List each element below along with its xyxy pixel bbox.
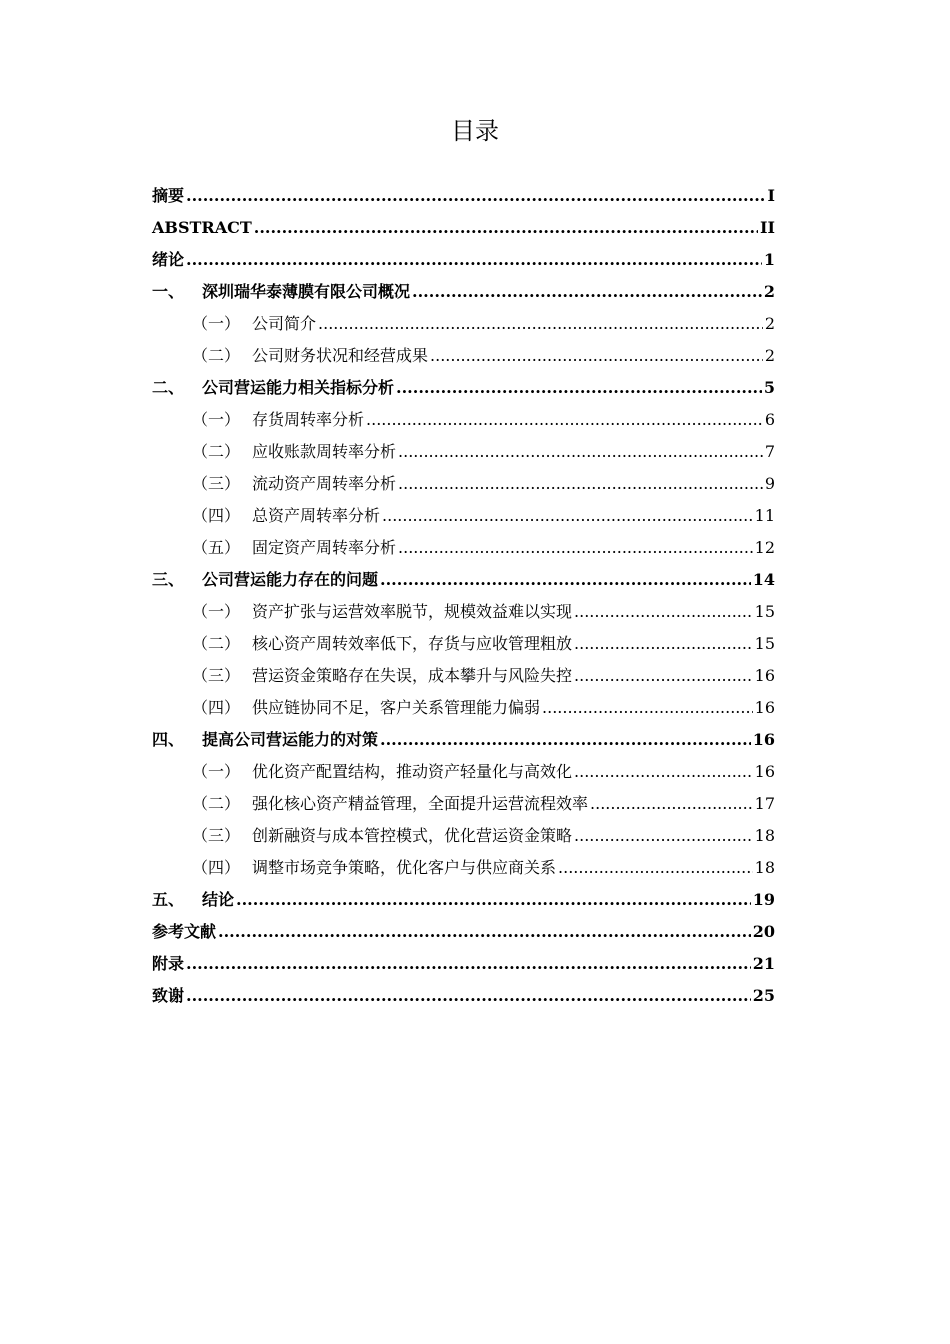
toc-dot-leader [186, 180, 766, 212]
toc-entry-number: （三） [192, 826, 241, 845]
toc-entry[interactable] [152, 340, 775, 372]
toc-dot-leader [398, 468, 763, 500]
toc-dot-leader [186, 244, 762, 276]
toc-dot-leader [574, 596, 753, 628]
toc-dot-leader [398, 436, 763, 468]
toc-entry-number: （一） [192, 602, 241, 621]
page-title: 目录 [451, 117, 499, 145]
toc-entry[interactable] [152, 564, 775, 596]
toc-entry-title: 营运资金策略存在失误，成本攀升与风险失控 [252, 666, 573, 685]
toc-entry[interactable] [152, 948, 775, 980]
toc-entry-title: 公司财务状况和经营成果 [252, 346, 429, 365]
toc-entry-page: 6 [764, 410, 775, 429]
toc-dot-leader [574, 820, 753, 852]
toc-entry-title: 核心资产周转效率低下，存货与应收管理粗放 [252, 634, 573, 653]
toc-entry[interactable] [152, 660, 775, 692]
toc-dot-leader [186, 948, 751, 980]
toc-entry[interactable] [152, 244, 775, 276]
toc-dot-leader [412, 276, 762, 308]
toc-entry-page: 1 [763, 250, 775, 269]
toc-dot-leader [558, 852, 753, 884]
toc-entry-title: 提高公司营运能力的对策 [202, 730, 379, 749]
toc-entry-title: 绪论 [152, 250, 185, 269]
toc-entry-title: 参考文献 [152, 922, 217, 941]
toc-entry[interactable] [152, 692, 775, 724]
toc-entry-page: 9 [764, 474, 775, 493]
toc-entry[interactable] [152, 916, 775, 948]
toc-dot-leader [380, 564, 751, 596]
toc-entry-page: I [767, 186, 775, 205]
toc-dot-leader [380, 724, 751, 756]
toc-entry[interactable] [152, 596, 775, 628]
toc-dot-leader [590, 788, 753, 820]
toc-dot-leader [574, 756, 753, 788]
toc-entry[interactable] [152, 788, 775, 820]
toc-entry-number: （二） [192, 634, 241, 653]
toc-dot-leader [430, 340, 763, 372]
toc-dot-leader [318, 308, 763, 340]
toc-entry-title: 致谢 [152, 986, 185, 1005]
toc-entry[interactable] [152, 308, 775, 340]
toc-entry-number: （四） [192, 698, 241, 717]
toc-entry-page: 21 [752, 954, 775, 973]
toc-entry-title: 结论 [202, 890, 235, 909]
toc-entry-title: 调整市场竞争策略，优化客户与供应商关系 [252, 858, 557, 877]
toc-entry-title: 深圳瑞华泰薄膜有限公司概况 [202, 282, 411, 301]
toc-entry[interactable] [152, 276, 775, 308]
toc-entry-number: （一） [192, 410, 241, 429]
toc-entry[interactable] [152, 404, 775, 436]
toc-entry-title: 摘要 [152, 186, 185, 205]
toc-entry-page: 18 [754, 826, 775, 845]
toc-entry-number: 四、 [152, 730, 185, 749]
toc-entry[interactable] [152, 852, 775, 884]
toc-dot-leader [574, 660, 753, 692]
toc-entry-title: 公司营运能力相关指标分析 [202, 378, 395, 397]
toc-entry[interactable] [152, 724, 775, 756]
toc-entry-page: 15 [754, 634, 775, 653]
toc-entry-page: 20 [752, 922, 775, 941]
toc-entry-number: （三） [192, 474, 241, 493]
toc-entry-page: 19 [752, 890, 775, 909]
toc-entry-title: 存货周转率分析 [252, 410, 365, 429]
toc-entry-title: ABSTRACT [152, 218, 252, 237]
toc-entry-number: （三） [192, 666, 241, 685]
toc-entry[interactable] [152, 756, 775, 788]
toc-entry-title: 固定资产周转率分析 [252, 538, 397, 557]
toc-entry-number: （一） [192, 314, 241, 333]
toc-dot-leader [218, 916, 751, 948]
toc-entry-title: 公司简介 [252, 314, 317, 333]
toc-entry-page: 16 [752, 730, 775, 749]
toc-entry-number: （二） [192, 794, 241, 813]
toc-entry-title: 应收账款周转率分析 [252, 442, 397, 461]
toc-entry-number: （四） [192, 506, 241, 525]
toc-entry-number: （五） [192, 538, 241, 557]
toc-entry[interactable] [152, 980, 775, 1012]
toc-entry[interactable] [152, 372, 775, 404]
toc-entry[interactable] [152, 468, 775, 500]
toc-dot-leader [366, 404, 763, 436]
toc-dot-leader [382, 500, 753, 532]
toc-entry-number: 三、 [152, 570, 185, 589]
toc-entry[interactable] [152, 820, 775, 852]
table-of-contents [152, 180, 775, 1012]
toc-dot-leader [396, 372, 762, 404]
toc-dot-leader [254, 212, 758, 244]
toc-entry-page: 15 [754, 602, 775, 621]
toc-entry-title: 供应链协同不足，客户关系管理能力偏弱 [252, 698, 541, 717]
toc-entry-number: 五、 [152, 890, 185, 909]
toc-entry-number: 二、 [152, 378, 185, 397]
toc-entry-page: 2 [764, 346, 775, 365]
toc-entry-page: 11 [754, 506, 775, 525]
toc-dot-leader [398, 532, 753, 564]
toc-entry-title: 流动资产周转率分析 [252, 474, 397, 493]
toc-entry-title: 公司营运能力存在的问题 [202, 570, 379, 589]
toc-entry-number: （二） [192, 346, 241, 365]
toc-entry[interactable] [152, 532, 775, 564]
toc-entry-page: 16 [754, 698, 775, 717]
toc-entry-title: 总资产周转率分析 [252, 506, 381, 525]
toc-entry-page: 14 [752, 570, 775, 589]
toc-entry[interactable] [152, 628, 775, 660]
toc-entry-title: 资产扩张与运营效率脱节，规模效益难以实现 [252, 602, 573, 621]
toc-entry-title: 优化资产配置结构，推动资产轻量化与高效化 [252, 762, 573, 781]
toc-entry-page: 12 [754, 538, 775, 557]
toc-entry-title: 附录 [152, 954, 185, 973]
toc-dot-leader [574, 628, 753, 660]
toc-entry-page: 2 [763, 282, 775, 301]
toc-entry-number: （二） [192, 442, 241, 461]
toc-entry-page: 7 [764, 442, 775, 461]
toc-entry-title: 创新融资与成本管控模式，优化营运资金策略 [252, 826, 573, 845]
toc-entry[interactable] [152, 884, 775, 916]
toc-entry-page: 2 [764, 314, 775, 333]
toc-entry-page: 16 [754, 762, 775, 781]
toc-entry-page: 25 [752, 986, 775, 1005]
toc-entry[interactable] [152, 436, 775, 468]
toc-entry-page: II [760, 218, 775, 237]
toc-entry-page: 5 [763, 378, 775, 397]
toc-entry[interactable] [152, 212, 775, 244]
toc-entry-number: 一、 [152, 282, 185, 301]
toc-entry-page: 16 [754, 666, 775, 685]
toc-entry-number: （一） [192, 762, 241, 781]
toc-entry-number: （四） [192, 858, 241, 877]
toc-dot-leader [236, 884, 751, 916]
toc-entry-page: 18 [754, 858, 775, 877]
toc-entry[interactable] [152, 180, 775, 212]
toc-dot-leader [542, 692, 753, 724]
toc-dot-leader [186, 980, 751, 1012]
toc-entry-page: 17 [754, 794, 775, 813]
toc-entry-title: 强化核心资产精益管理，全面提升运营流程效率 [252, 794, 589, 813]
toc-entry[interactable] [152, 500, 775, 532]
